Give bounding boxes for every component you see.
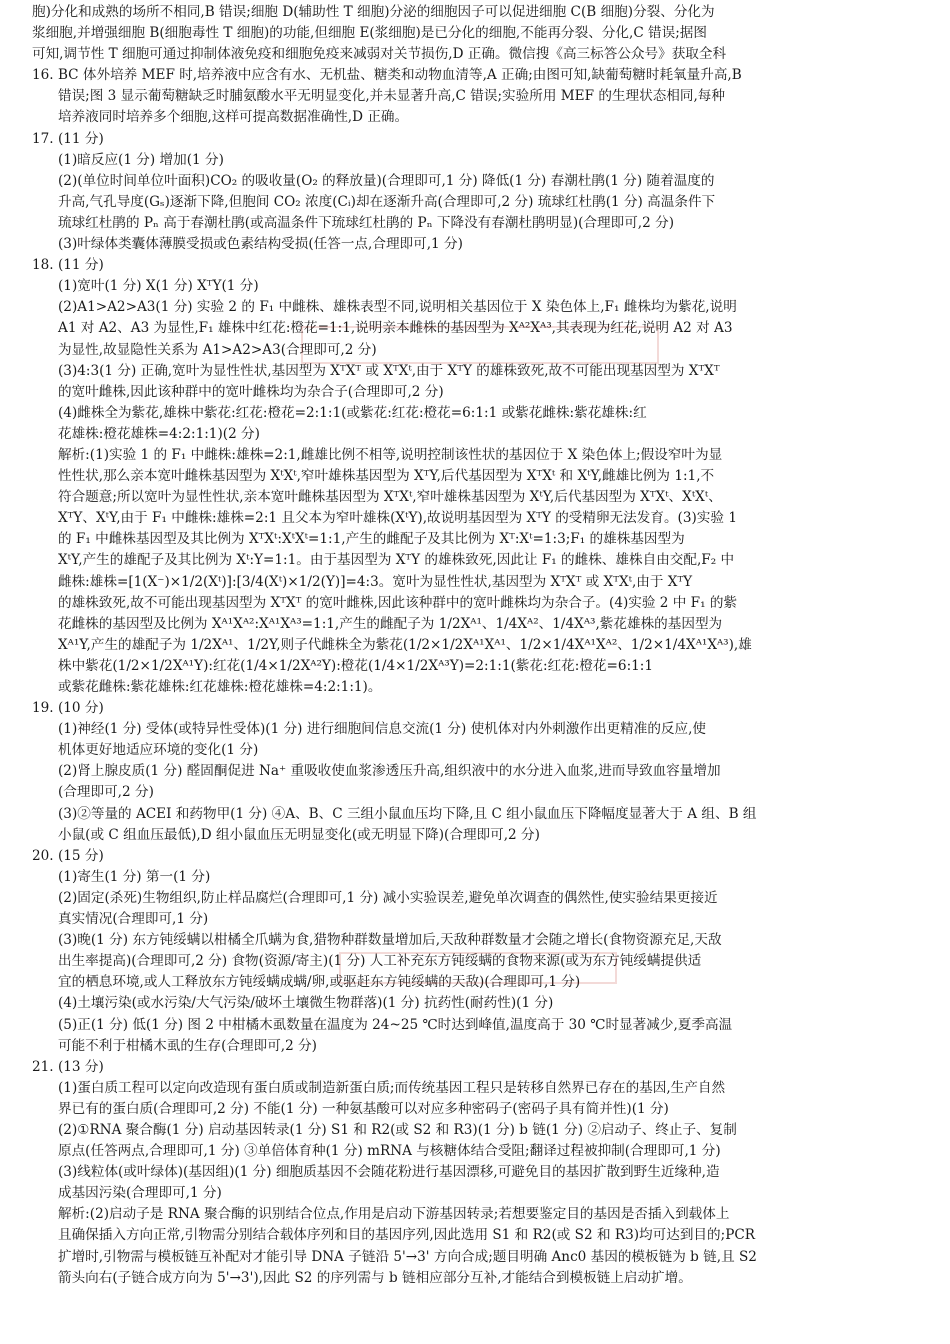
text-line: (3)②等量的 ACEI 和药物甲(1 分) ④A、B、C 三组小鼠血压均下降,且 C 组小鼠血压下降幅度显著大于 A 组、B 组: [58, 805, 757, 822]
text-line: 成基因污染(合理即可,1 分): [58, 1185, 222, 1202]
text-line: (3)晚(1 分) 东方钝绥螨以柑橘全爪螨为食,猎物种群数量增加后,天敌种群数量才会随之增长(食物资源充足,天敌: [58, 932, 722, 949]
text-line: (4)雌株全为紫花,雄株中紫花:红花:橙花=2:1:1(或紫花:红花:橙花=6:1:1 或紫花雌株:紫花雄株:红: [58, 404, 647, 421]
text-line: 升高,气孔导度(Gₛ)逐渐下降,但胞间 CO₂ 浓度(Cᵢ)却在逐渐升高(合理即可,2 分) 琉球红杜鹃(1 分) 高温条件下: [58, 193, 716, 210]
text-line: (3)叶绿体类囊体薄膜受损或色素结构受损(任答一点,合理即可,1 分): [58, 236, 463, 253]
text-line: 界已有的蛋白质(合理即可,2 分) 不能(1 分) 一种氨基酸可以对应多种密码子(密码子具有简并性)(1 分): [58, 1100, 669, 1117]
text-line: (1)暗反应(1 分) 增加(1 分): [58, 151, 224, 168]
text-line: (2)A1>A2>A3(1 分) 实验 2 的 F₁ 中雌株、雄株表型不同,说明相关基因位于 X 染色体上,F₁ 雌株均为紫花,说明: [58, 299, 737, 316]
text-line: 小鼠(或 C 组血压最低),D 组小鼠血压无明显变化(或无明显下降)(合理即可,2 分): [58, 826, 540, 843]
text-line: (1)寄生(1 分) 第一(1 分): [58, 868, 211, 885]
text-line: 琉球红杜鹃的 Pₙ 高于春潮杜鹃(或高温条件下琉球红杜鹃的 Pₙ 下降没有春潮杜鹃明显)(合理即可,2 分): [58, 214, 674, 231]
text-line: (2)固定(杀死)生物组织,防止样品腐烂(合理即可,1 分) 减小实验误差,避免单次调查的偶然性,使实验结果更接近: [58, 889, 718, 906]
text-line: 的 F₁ 中雌株基因型及其比例为 XᵀXᵗ:XᵗXᵗ=1:1,产生的雌配子及其比例为 Xᵀ:Xᵗ=1:3;F₁ 的雄株基因型为: [58, 531, 685, 548]
text-line: 雌株:雄株=[1(X⁻)×1/2(Xᵗ)]:[3/4(Xᵗ)×1/2(Y)]=4:3。宽叶为显性性状,基因型为 XᵀXᵀ 或 XᵀXᵗ,由于 XᵀY: [58, 573, 693, 590]
text-line: 宜的栖息环境,或人工释放东方钝绥螨成螨/卵,或驱赶东方钝绥螨的天敌)(合理即可,1 分): [58, 974, 581, 991]
text-line: 的雄株致死,故不可能出现基因型为 XᵀXᵀ 的宽叶雌株,因此该种群中的宽叶雌株均为杂合子。(4)实验 2 中 F₁ 的紫: [58, 594, 738, 611]
text-line: A1 对 A2、A3 为显性,F₁ 雄株中红花:橙花=1:1,说明亲本雌株的基因型为 Xᴬ²Xᴬ³,其表现为红花,说明 A2 对 A3: [58, 320, 733, 337]
text-line: 错误;图 3 显示葡萄糖缺乏时脯氨酸水平无明显变化,并未显著升高,C 错误;实验所用 MEF 的生理状态相同,每种: [58, 88, 725, 105]
text-line: (5)正(1 分) 低(1 分) 图 2 中柑橘木虱数量在温度为 24~25 ℃时达到峰值,温度高于 30 ℃时显著减少,夏季高温: [58, 1016, 733, 1033]
text-line: (2)①RNA 聚合酶(1 分) 启动基因转录(1 分) S1 和 R2(或 S2 和 R3)(1 分) b 链(1 分) ②启动子、终止子、复制: [58, 1121, 737, 1138]
text-line: 符合题意;所以宽叶为显性性状,亲本宽叶雌株基因型为 XᵀXᵗ,窄叶雄株基因型为 XᵗY,后代基因型为 XᵀXᵗ、XᵗXᵗ、: [58, 489, 722, 506]
text-line: (合理即可,2 分): [58, 784, 154, 801]
text-line: (1)宽叶(1 分) X(1 分) XᵀY(1 分): [58, 278, 259, 295]
text-line: 18. (11 分): [32, 257, 104, 274]
text-line: 花雌株的基因型及比例为 Xᴬ¹Xᴬ²:Xᴬ¹Xᴬ³=1:1,产生的雌配子为 1/2Xᴬ¹、1/4Xᴬ²、1/4Xᴬ³,紫花雄株的基因型为: [58, 615, 723, 632]
text-line: 出生率提高)(合理即可,2 分) 食物(资源/寄主)(1 分) 人工补充东方钝绥螨的食物来源(或为东方钝绥螨提供适: [58, 953, 702, 970]
text-line: 扩增时,引物需与模板链互补配对才能引导 DNA 子链沿 5'→3' 方向合成;题目明确 Anc0 基因的模板链为 b 链,且 S2: [58, 1248, 757, 1265]
text-line: 且确保插入方向正常,引物需分别结合载体序列和目的基因序列,因此选用 S1 和 R2(或 S2 和 R3)均可达到目的;PCR: [58, 1227, 755, 1244]
text-line: 19. (10 分): [32, 700, 104, 717]
text-line: 箭头向右(子链合成方向为 5'→3'),因此 S2 的序列需与 b 链相应部分互补,才能结合到模板链上启动扩增。: [58, 1269, 692, 1286]
text-line: (3)4:3(1 分) 正确,宽叶为显性性状,基因型为 XᵀXᵀ 或 XᵀXᵗ,由于 XᵀY 的雄株致死,故不可能出现基因型为 XᵀXᵀ: [58, 362, 720, 379]
text-line: XᵗY,产生的雄配子及其比例为 Xᵗ:Y=1:1。由于基因型为 XᵀY 的雄株致死,因此让 F₁ 的雌株、雄株自由交配,F₂ 中: [58, 552, 735, 569]
text-line: (2)(单位时间单位叶面积)CO₂ 的吸收量(O₂ 的释放量)(合理即可,1 分) 降低(1 分) 春潮杜鹃(1 分) 随着温度的: [58, 172, 715, 189]
text-line: 可能不利于柑橘木虱的生存(合理即可,2 分): [58, 1037, 317, 1054]
text-line: (1)神经(1 分) 受体(或特异性受体)(1 分) 进行细胞间信息交流(1 分) 使机体对内外刺激作出更精准的反应,使: [58, 721, 707, 738]
text-line: 17. (11 分): [32, 130, 104, 147]
text-line: 胞)分化和成熟的场所不相同,B 错误;细胞 D(辅助性 T 细胞)分泌的细胞因子可以促进细胞 C(B 细胞)分裂、分化为: [32, 4, 715, 20]
text-line: 原点(任答两点,合理即可,1 分) ③单倍体育种(1 分) mRNA 与核糖体结合受阻;翻译过程被抑制(合理即可,1 分): [58, 1143, 721, 1160]
text-line: 性性状,那么亲本宽叶雌株基因型为 XᵗXᵗ,窄叶雄株基因型为 XᵀY,后代基因型为 XᵀXᵗ 和 XᵗY,雌雄比例为 1:1,不: [58, 468, 715, 485]
text-line: 真实情况(合理即可,1 分): [58, 911, 209, 928]
text-line: 培养液同时培养多个细胞,这样可提高数据准确性,D 正确。: [58, 109, 409, 126]
text-line: (2)肾上腺皮质(1 分) 醛固酮促进 Na⁺ 重吸收使血浆渗透压升高,组织液中的水分进入血浆,进而导致血容量增加: [58, 763, 721, 780]
text-line: 20. (15 分): [32, 847, 104, 864]
text-line: 21. (13 分): [32, 1058, 104, 1075]
text-line: (4)土壤污染(或水污染/大气污染/破坏土壤微生物群落)(1 分) 抗药性(耐药性)(1 分): [58, 995, 554, 1012]
text-line: 机体更好地适应环境的变化(1 分): [58, 742, 259, 759]
text-line: 解析:(2)启动子是 RNA 聚合酶的识别结合位点,作用是启动下游基因转录;若想要鉴定目的基因是否插入到载体上: [58, 1206, 730, 1223]
text-line: 株中紫花(1/2×1/2Xᴬ¹Y):红花(1/4×1/2Xᴬ²Y):橙花(1/4×1/2Xᴬ³Y)=2:1:1(紫花:红花:橙花=6:1:1: [58, 657, 654, 674]
text-line: 解析:(1)实验 1 的 F₁ 中雌株:雄株=2:1,雌雄比例不相等,说明控制该性状的基因位于 X 染色体上;假设窄叶为显: [58, 446, 723, 463]
text-line: Xᴬ¹Y,产生的雄配子为 1/2Xᴬ¹、1/2Y,则子代雌株全为紫花(1/2×1/2Xᴬ¹Xᴬ¹、1/2×1/4Xᴬ¹Xᴬ²、1/2×1/4Xᴬ¹Xᴬ³),雄: [58, 636, 752, 653]
text-line: 为显性,故显隐性关系为 A1>A2>A3(合理即可,2 分): [58, 341, 377, 358]
text-line: 花雄株:橙花雄株=4:2:1:1)(2 分): [58, 425, 260, 442]
text-line: 浆细胞,并增强细胞 B(细胞毒性 T 细胞)的功能,但细胞 E(浆细胞)是已分化的细胞,不能再分裂、分化,C 错误;据图: [32, 25, 707, 42]
text-line: 可知,调节性 T 细胞可通过抑制体液免疫和细胞免疫来减弱对关节损伤,D 正确。微信搜《高三标答公众号》获取全科: [32, 46, 727, 63]
text-line: 16. BC 体外培养 MEF 时,培养液中应含有水、无机盐、糖类和动物血清等,A 正确;由图可知,缺葡萄糖时耗氧量升高,B: [32, 67, 742, 84]
text-line: (1)蛋白质工程可以定向改造现有蛋白质或制造新蛋白质;而传统基因工程只是转移自然界已存在的基因,生产自然: [58, 1079, 726, 1096]
text-line: 的宽叶雌株,因此该种群中的宽叶雌株均为杂合子(合理即可,2 分): [58, 383, 444, 400]
answer-key-page: [32, 2, 918, 1289]
text-line: XᵀY、XᵗY,由于 F₁ 中雌株:雄株=2:1 且父本为窄叶雄株(XᵗY),故说明基因型为 XᵀY 的受精卵无法发育。(3)实验 1: [58, 510, 737, 527]
text-line: 或紫花雌株:紫花雄株:红花雄株:橙花雄株=4:2:1:1)。: [58, 679, 382, 695]
text-line: (3)线粒体(或叶绿体)(基因组)(1 分) 细胞质基因不会随花粉进行基因漂移,可避免目的基因扩散到野生近缘种,造: [58, 1164, 720, 1181]
